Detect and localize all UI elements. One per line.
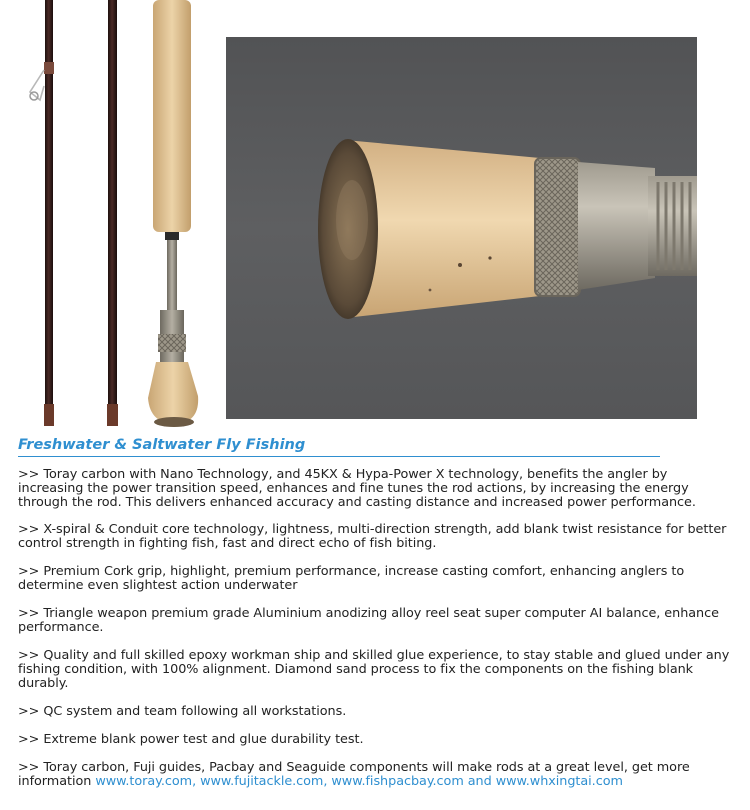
feature-item-components [18,761,730,789]
feature-item: >> Premium Cork grip, highlight, premium performance, increase casting comfort, enhancing anglers to determine even slightest action underwater [18,564,685,593]
feature-item: >> QC system and team following all workstations. [18,704,347,719]
close-up-panel [226,37,697,419]
feature-list [18,468,730,803]
feature-item: >> Extreme blank power test and glue durability test. [18,732,364,747]
rod-handle-section [148,0,198,427]
rod-section-1 [30,0,54,426]
feature-item: >> Quality and full skilled epoxy workman ship and skilled glue experience, to stay stable and glued under any fishing condition, with 100% alignment. Diamond sand process to fix the components on the fishing blank durably. [18,648,730,691]
feature-text: >> Toray carbon, Fuji guides, Pacbay and Seaguide components will make rods at a great level, get more information [18,760,690,789]
section-heading: Freshwater & Saltwater Fly Fishing [18,436,660,457]
website-links[interactable]: www.toray.com, www.fujitackle.com, www.fishpacbay.com and www.whxingtai.com [95,774,623,789]
feature-item: >> Triangle weapon premium grade Aluminium anodizing alloy reel seat super computer AI balance, enhance performance. [18,606,719,635]
rod-section-2 [107,0,118,426]
feature-item: >> X-spiral & Conduit core technology, lightness, multi-direction strength, add blank twist resistance for better control strength in fighting fish, fast and direct echo of fish biting. [18,522,727,551]
feature-item: >> Toray carbon with Nano Technology, and 45KX & Hypa-Power X technology, benefits the angler by increasing the power transition speed, enhances and fine tunes the rod actions, by increasing the energy through the rod. This delivers enhanced accuracy and casting distance and increased power performance. [18,467,696,510]
